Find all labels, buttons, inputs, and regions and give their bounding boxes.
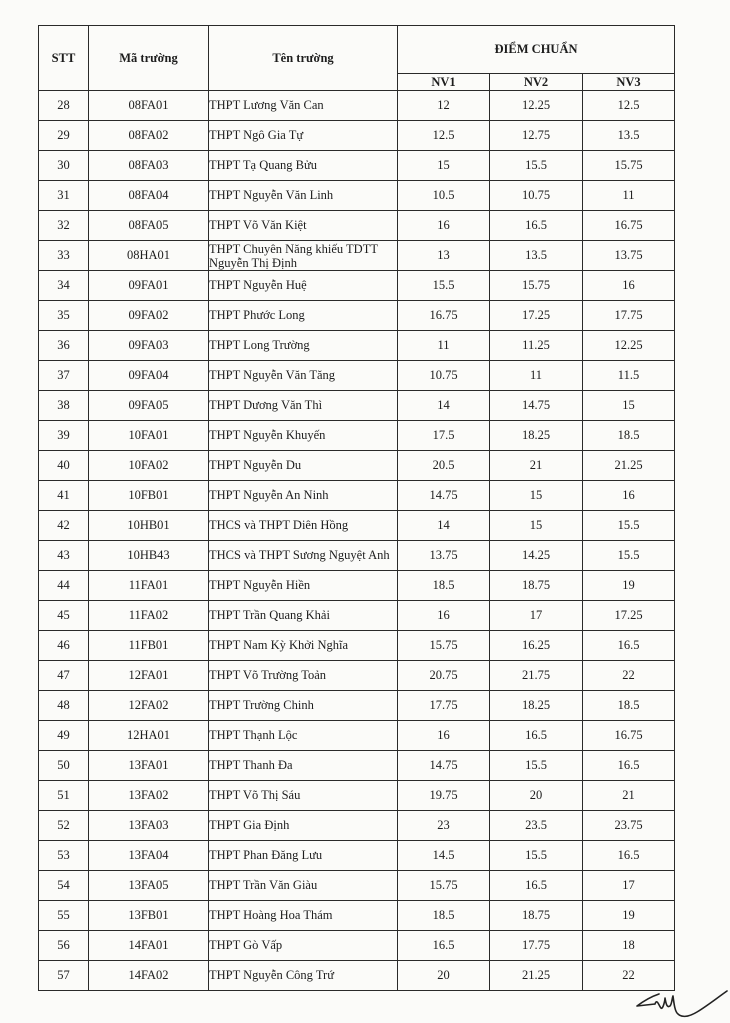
cell-school-code: 08FA04 [89,181,209,211]
cell-nv1: 18.5 [398,571,490,601]
cell-nv2: 12.25 [490,91,583,121]
cell-stt: 47 [39,661,89,691]
cell-school-code: 14FA01 [89,931,209,961]
table-row [39,151,675,181]
cell-school-code: 08FA02 [89,121,209,151]
cell-school-name: THPT Nguyễn Huệ [209,271,398,301]
table-row [39,541,675,571]
header-nv2: NV2 [490,74,583,91]
table-row [39,481,675,511]
cell-nv2: 11 [490,361,583,391]
cell-stt: 29 [39,121,89,151]
table-row [39,841,675,871]
cell-school-name: THPT Phan Đăng Lưu [209,841,398,871]
cell-nv2: 17 [490,601,583,631]
cell-school-code: 12FA02 [89,691,209,721]
cell-nv2: 10.75 [490,181,583,211]
cell-nv1: 14.5 [398,841,490,871]
cell-stt: 37 [39,361,89,391]
cell-nv1: 20 [398,961,490,991]
table-row [39,391,675,421]
cell-school-code: 08FA05 [89,211,209,241]
cell-nv2: 18.75 [490,571,583,601]
table-row [39,931,675,961]
cell-school-code: 09FA02 [89,301,209,331]
cell-school-name: THPT Gò Vấp [209,931,398,961]
cell-nv2: 15 [490,511,583,541]
table-row [39,691,675,721]
cell-stt: 54 [39,871,89,901]
cell-stt: 32 [39,211,89,241]
cell-nv2: 15.75 [490,271,583,301]
table-row [39,721,675,751]
cell-school-name: THPT Trần Quang Khải [209,601,398,631]
cell-nv2: 16.5 [490,721,583,751]
cell-nv1: 15.75 [398,871,490,901]
table-row [39,781,675,811]
cell-nv2: 18.25 [490,421,583,451]
cell-nv3: 18 [583,931,675,961]
cell-school-name: THPT Nguyễn Hiền [209,571,398,601]
cell-stt: 31 [39,181,89,211]
cell-nv1: 10.75 [398,361,490,391]
cell-stt: 57 [39,961,89,991]
cell-school-name: THPT Dương Văn Thì [209,391,398,421]
header-school-code: Mã trường [89,26,209,91]
table-row [39,331,675,361]
cell-stt: 48 [39,691,89,721]
cell-school-code: 13FA04 [89,841,209,871]
cell-nv1: 20.5 [398,451,490,481]
cell-school-name: THPT Võ Trường Toản [209,661,398,691]
cell-nv1: 12 [398,91,490,121]
table-row [39,241,675,271]
signature-mark [615,990,730,1023]
cell-school-code: 09FA04 [89,361,209,391]
cell-stt: 50 [39,751,89,781]
table-row [39,511,675,541]
cell-school-name: THPT Hoàng Hoa Thám [209,901,398,931]
table-row [39,751,675,781]
cell-school-code: 13FA03 [89,811,209,841]
cell-school-code: 09FA03 [89,331,209,361]
cell-nv1: 20.75 [398,661,490,691]
cell-nv2: 18.75 [490,901,583,931]
cell-school-name: THPT Võ Văn Kiệt [209,211,398,241]
cell-nv1: 23 [398,811,490,841]
cell-nv3: 13.5 [583,121,675,151]
cell-school-code: 09FA05 [89,391,209,421]
table-row [39,571,675,601]
cell-school-code: 13FA01 [89,751,209,781]
cell-school-code: 13FA05 [89,871,209,901]
cell-nv3: 16.75 [583,211,675,241]
table-row [39,451,675,481]
header-benchmark: ĐIỂM CHUẨN [398,26,675,74]
cell-nv2: 21 [490,451,583,481]
cell-stt: 40 [39,451,89,481]
cell-school-name: THPT Long Trường [209,331,398,361]
cell-stt: 43 [39,541,89,571]
cell-stt: 39 [39,421,89,451]
cell-stt: 33 [39,241,89,271]
cell-nv3: 19 [583,571,675,601]
cell-nv1: 17.5 [398,421,490,451]
cell-nv2: 11.25 [490,331,583,361]
cell-nv1: 16.75 [398,301,490,331]
cell-nv1: 13 [398,241,490,271]
cell-nv2: 18.25 [490,691,583,721]
cell-nv3: 15 [583,391,675,421]
cell-nv3: 12.25 [583,331,675,361]
cell-nv2: 12.75 [490,121,583,151]
cell-school-code: 10FA02 [89,451,209,481]
cell-nv1: 16.5 [398,931,490,961]
cell-school-name: THPT Nguyễn Văn Tăng [209,361,398,391]
cell-school-name: THPT Nam Kỳ Khởi Nghĩa [209,631,398,661]
cell-school-code: 12FA01 [89,661,209,691]
cell-nv1: 15.5 [398,271,490,301]
cell-stt: 38 [39,391,89,421]
cell-nv3: 15.5 [583,511,675,541]
cell-nv2: 14.25 [490,541,583,571]
cell-nv2: 15 [490,481,583,511]
table-row [39,901,675,931]
cell-stt: 35 [39,301,89,331]
cell-school-code: 11FB01 [89,631,209,661]
cell-school-code: 10HB43 [89,541,209,571]
cell-school-code: 08FA03 [89,151,209,181]
cell-nv2: 21.25 [490,961,583,991]
table-row [39,871,675,901]
cell-nv3: 17.75 [583,301,675,331]
cell-nv3: 17 [583,871,675,901]
cell-nv3: 16.5 [583,841,675,871]
cell-nv3: 16.75 [583,721,675,751]
cell-school-name: THPT Ngô Gia Tự [209,121,398,151]
cell-stt: 53 [39,841,89,871]
cell-school-code: 14FA02 [89,961,209,991]
cell-nv1: 15.75 [398,631,490,661]
table-row [39,631,675,661]
cell-school-code: 09FA01 [89,271,209,301]
cell-school-code: 08FA01 [89,91,209,121]
cell-school-name: THPT Nguyễn Công Trứ [209,961,398,991]
cell-nv3: 11.5 [583,361,675,391]
header-school-name: Tên trường [209,26,398,91]
cell-nv1: 14.75 [398,751,490,781]
cell-nv1: 11 [398,331,490,361]
cell-nv3: 16.5 [583,751,675,781]
cell-nv1: 17.75 [398,691,490,721]
cell-nv2: 13.5 [490,241,583,271]
cell-nv3: 16 [583,481,675,511]
cell-stt: 44 [39,571,89,601]
cell-nv1: 14 [398,511,490,541]
cell-nv3: 22 [583,661,675,691]
cell-school-name: THPT Trường Chinh [209,691,398,721]
cell-nv1: 10.5 [398,181,490,211]
table-row [39,961,675,991]
cell-school-code: 08HA01 [89,241,209,271]
cell-nv3: 21.25 [583,451,675,481]
table-row [39,121,675,151]
cell-stt: 56 [39,931,89,961]
cell-stt: 34 [39,271,89,301]
cell-stt: 28 [39,91,89,121]
cell-nv2: 16.5 [490,871,583,901]
benchmark-score-table [38,25,675,991]
cell-school-name: THCS và THPT Sương Nguyệt Anh [209,541,398,571]
cell-nv1: 16 [398,601,490,631]
cell-nv1: 14 [398,391,490,421]
cell-nv3: 18.5 [583,691,675,721]
cell-school-name: THPT Tạ Quang Bửu [209,151,398,181]
cell-nv2: 20 [490,781,583,811]
cell-nv1: 14.75 [398,481,490,511]
cell-stt: 52 [39,811,89,841]
cell-school-name: THPT Nguyễn Du [209,451,398,481]
cell-nv1: 12.5 [398,121,490,151]
table-row [39,361,675,391]
cell-school-code: 10FB01 [89,481,209,511]
cell-stt: 42 [39,511,89,541]
table-row [39,271,675,301]
cell-school-code: 11FA01 [89,571,209,601]
cell-school-name: THPT Trần Văn Giàu [209,871,398,901]
cell-nv2: 17.75 [490,931,583,961]
cell-nv3: 15.75 [583,151,675,181]
cell-nv1: 18.5 [398,901,490,931]
cell-school-name: THCS và THPT Diên Hồng [209,511,398,541]
cell-stt: 55 [39,901,89,931]
cell-nv3: 15.5 [583,541,675,571]
cell-school-name: THPT Nguyễn Văn Linh [209,181,398,211]
cell-nv3: 16.5 [583,631,675,661]
header-nv1: NV1 [398,74,490,91]
cell-school-name: THPT Thanh Đa [209,751,398,781]
cell-stt: 45 [39,601,89,631]
cell-nv3: 17.25 [583,601,675,631]
cell-school-code: 10FA01 [89,421,209,451]
cell-school-name: THPT Phước Long [209,301,398,331]
cell-nv2: 15.5 [490,751,583,781]
table-row [39,421,675,451]
cell-school-name: THPT Lương Văn Can [209,91,398,121]
table-row [39,811,675,841]
cell-school-name: THPT Gia Định [209,811,398,841]
table-row [39,601,675,631]
cell-school-name: THPT Nguyễn An Ninh [209,481,398,511]
cell-school-code: 13FB01 [89,901,209,931]
cell-nv2: 16.25 [490,631,583,661]
cell-nv3: 23.75 [583,811,675,841]
cell-nv3: 21 [583,781,675,811]
cell-nv1: 16 [398,721,490,751]
cell-nv1: 13.75 [398,541,490,571]
cell-nv3: 11 [583,181,675,211]
cell-school-code: 11FA02 [89,601,209,631]
cell-stt: 41 [39,481,89,511]
cell-nv3: 19 [583,901,675,931]
cell-school-name: THPT Nguyễn Khuyến [209,421,398,451]
cell-nv2: 15.5 [490,151,583,181]
cell-school-code: 13FA02 [89,781,209,811]
cell-nv2: 21.75 [490,661,583,691]
cell-nv3: 16 [583,271,675,301]
table-row [39,181,675,211]
cell-stt: 30 [39,151,89,181]
cell-nv2: 17.25 [490,301,583,331]
cell-nv2: 14.75 [490,391,583,421]
header-row [39,26,675,74]
cell-nv3: 22 [583,961,675,991]
cell-school-name: THPT Võ Thị Sáu [209,781,398,811]
cell-school-code: 12HA01 [89,721,209,751]
cell-nv2: 23.5 [490,811,583,841]
cell-stt: 46 [39,631,89,661]
header-stt: STT [39,26,89,91]
cell-nv3: 13.75 [583,241,675,271]
cell-nv1: 16 [398,211,490,241]
cell-nv3: 12.5 [583,91,675,121]
header-nv3: NV3 [583,74,675,91]
cell-nv2: 15.5 [490,841,583,871]
table-body [39,91,675,991]
cell-nv3: 18.5 [583,421,675,451]
table-row [39,91,675,121]
table-row [39,211,675,241]
table-row [39,301,675,331]
cell-stt: 49 [39,721,89,751]
cell-school-code: 10HB01 [89,511,209,541]
cell-stt: 36 [39,331,89,361]
cell-nv1: 19.75 [398,781,490,811]
cell-school-name: THPT Thạnh Lộc [209,721,398,751]
cell-stt: 51 [39,781,89,811]
cell-school-name: THPT Chuyên Năng khiếu TDTT Nguyễn Thị Định [209,241,398,271]
cell-nv2: 16.5 [490,211,583,241]
cell-nv1: 15 [398,151,490,181]
table-row [39,661,675,691]
